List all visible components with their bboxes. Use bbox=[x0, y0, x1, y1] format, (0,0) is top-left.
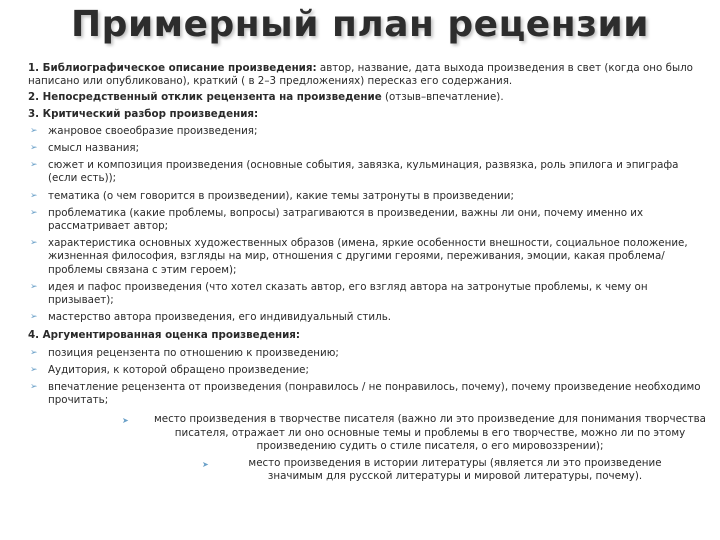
review-plan-body bbox=[28, 62, 708, 483]
list-item bbox=[28, 237, 708, 277]
sub-list-item bbox=[118, 413, 720, 453]
list-item-text: смысл названия; bbox=[48, 142, 140, 155]
section-1 bbox=[28, 62, 708, 88]
sub-list-item bbox=[200, 457, 690, 483]
arrow-bullet-icon: ➢ bbox=[30, 238, 38, 249]
list-item-text: Аудитория, к которой обращено произведение; bbox=[48, 363, 309, 376]
title-container bbox=[0, 4, 720, 45]
sub-list-item-text: место произведения в истории литературы (является ли это произведение значимым для русской литературы и мировой литературы, почему). bbox=[248, 457, 662, 483]
list-item bbox=[28, 381, 708, 407]
list-item bbox=[28, 142, 708, 155]
page-title: Примерный план рецензии bbox=[71, 4, 649, 45]
list-item bbox=[28, 125, 708, 138]
list-item bbox=[28, 190, 708, 203]
list-item-text: характеристика основных художественных образов (имена, яркие особенности внешности, социальное положение, жизненная философия, взгляды на мир, отношения с другими героями, переживания, эмоции, какая проблема/проблемы связана с этим героем); bbox=[48, 237, 688, 276]
arrow-bullet-icon: ➢ bbox=[30, 190, 38, 201]
section-2-text: (отзыв–впечатление). bbox=[381, 91, 504, 104]
list-item-text: позиция рецензента по отношению к произведению; bbox=[48, 346, 339, 359]
arrow-bullet-icon: ➢ bbox=[30, 143, 38, 154]
list-item-text: жанровое своеобразие произведения; bbox=[48, 124, 258, 137]
triangle-bullet-icon: ➤ bbox=[202, 460, 209, 470]
list-item bbox=[28, 281, 708, 307]
triangle-bullet-icon: ➤ bbox=[122, 416, 129, 426]
list-item-text: мастерство автора произведения, его индивидуальный стиль. bbox=[48, 311, 392, 324]
list-item bbox=[28, 347, 708, 360]
list-item-text: сюжет и композиция произведения (основные события, завязка, кульминация, развязка, роль эпилога и эпиграфа (если есть)); bbox=[48, 159, 679, 185]
arrow-bullet-icon: ➢ bbox=[30, 160, 38, 171]
list-item bbox=[28, 159, 708, 185]
section-3-heading: 3. Критический разбор произведения: bbox=[28, 107, 259, 120]
section-4-heading: 4. Аргументированная оценка произведения: bbox=[28, 329, 301, 342]
section-2 bbox=[28, 91, 708, 104]
arrow-bullet-icon: ➢ bbox=[30, 382, 38, 393]
arrow-bullet-icon: ➢ bbox=[30, 125, 38, 136]
arrow-bullet-icon: ➢ bbox=[30, 364, 38, 375]
list-item bbox=[28, 311, 708, 324]
sub-list-item-text: место произведения в творчестве писателя (важно ли это произведение для понимания творчества писателя, отражает ли оно основные темы и проблемы в его творчестве, можно ли по этому произведению судить о стиле писателя, о его мировоззрении); bbox=[154, 413, 706, 452]
list-item-text: проблематика (какие проблемы, вопросы) затрагиваются в произведении, важны ли они, почему именно их рассматривает автор; bbox=[48, 206, 644, 233]
section-1-heading: 1. Библиографическое описание произведения: bbox=[28, 62, 317, 74]
arrow-bullet-icon: ➢ bbox=[30, 281, 38, 292]
list-item bbox=[28, 364, 708, 377]
section-1-text: автор, название, дата выхода произведения в свет (когда оно было написано или опубликовано), краткий ( в 2–3 предложениях) пересказ его содержания. bbox=[28, 62, 693, 88]
list-item-text: впечатление рецензента от произведения (понравилось / не понравилось, почему), почему произведение необходимо прочитать; bbox=[48, 381, 701, 407]
list-item-text: идея и пафос произведения (что хотел сказать автор, его взгляд автора на затронутые проблемы, к чему он призывает); bbox=[48, 280, 648, 307]
arrow-bullet-icon: ➢ bbox=[30, 312, 38, 323]
list-item bbox=[28, 207, 708, 233]
list-item-text: тематика (о чем говорится в произведении), какие темы затронуты в произведении; bbox=[48, 189, 514, 202]
section-2-heading: 2. Непосредственный отклик рецензента на произведение bbox=[28, 91, 382, 104]
arrow-bullet-icon: ➢ bbox=[30, 347, 38, 358]
arrow-bullet-icon: ➢ bbox=[30, 207, 38, 218]
